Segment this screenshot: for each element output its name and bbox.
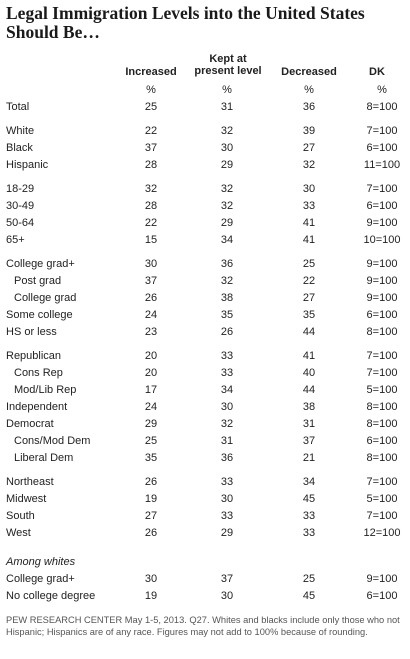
row-value: 32: [302, 159, 316, 171]
row-value: 33: [220, 476, 234, 488]
row-value: 19: [144, 590, 158, 602]
row-value: 30: [144, 573, 158, 585]
row-label: Independent: [6, 401, 68, 413]
row-value: 30: [220, 142, 234, 154]
row-value: 6=100: [366, 309, 398, 321]
row-label: Among whites: [6, 556, 76, 568]
row-value: 28: [144, 159, 158, 171]
row-value: 30: [220, 401, 234, 413]
row-value: 32: [220, 125, 234, 137]
row-value: 23: [144, 326, 158, 338]
row-label: South: [6, 510, 35, 522]
row-value: 30: [302, 183, 316, 195]
row-label: Northeast: [6, 476, 54, 488]
row-value: 7=100: [366, 183, 398, 195]
row-value: 7=100: [366, 125, 398, 137]
row-value: 22: [302, 275, 316, 287]
row-value: 22: [144, 125, 158, 137]
row-label: Some college: [6, 309, 73, 321]
row-value: 31: [302, 418, 316, 430]
row-value: 33: [220, 510, 234, 522]
row-value: 17: [144, 384, 158, 396]
row-value: 8=100: [366, 401, 398, 413]
header-increased: Increased: [125, 66, 177, 78]
row-label: Post grad: [14, 275, 62, 287]
row-label: College grad+: [6, 258, 75, 270]
row-value: 35: [220, 309, 234, 321]
row-value: 36: [220, 258, 234, 270]
row-value: 30: [220, 493, 234, 505]
row-value: 25: [144, 101, 158, 113]
row-label: Cons/Mod Dem: [14, 435, 91, 447]
unit-increased: %: [146, 84, 156, 96]
row-value: 34: [220, 234, 234, 246]
row-value: 38: [220, 292, 234, 304]
row-value: 25: [144, 435, 158, 447]
row-value: 27: [144, 510, 158, 522]
unit-decreased: %: [304, 84, 314, 96]
row-value: 28: [144, 200, 158, 212]
row-value: 20: [144, 367, 158, 379]
row-value: 41: [302, 234, 316, 246]
row-value: 6=100: [366, 590, 398, 602]
row-value: 9=100: [366, 217, 398, 229]
row-value: 29: [220, 527, 234, 539]
row-value: 40: [302, 367, 316, 379]
row-label: Black: [6, 142, 33, 154]
row-label: Mod/Lib Rep: [14, 384, 77, 396]
row-value: 5=100: [366, 384, 398, 396]
row-label: 18-29: [6, 183, 35, 195]
header-kept: Kept at present level: [194, 53, 262, 77]
row-value: 34: [302, 476, 316, 488]
row-value: 36: [302, 101, 316, 113]
row-label: Hispanic: [6, 159, 49, 171]
row-value: 37: [220, 573, 234, 585]
row-value: 29: [144, 418, 158, 430]
row-value: 33: [302, 510, 316, 522]
row-label: College grad+: [6, 573, 75, 585]
row-value: 6=100: [366, 142, 398, 154]
row-value: 36: [220, 452, 234, 464]
row-value: 7=100: [366, 510, 398, 522]
row-value: 41: [302, 350, 316, 362]
row-value: 24: [144, 309, 158, 321]
row-value: 11=100: [363, 159, 401, 171]
row-label: No college degree: [6, 590, 96, 602]
row-value: 31: [220, 435, 234, 447]
row-value: 33: [220, 367, 234, 379]
row-value: 32: [220, 418, 234, 430]
row-value: 38: [302, 401, 316, 413]
row-value: 27: [302, 142, 316, 154]
row-value: 8=100: [366, 418, 398, 430]
row-value: 22: [144, 217, 158, 229]
row-value: 9=100: [366, 258, 398, 270]
row-value: 44: [302, 384, 316, 396]
row-label: Total: [6, 101, 30, 113]
row-value: 37: [302, 435, 316, 447]
row-label: 65+: [6, 234, 25, 246]
row-value: 5=100: [366, 493, 398, 505]
row-value: 33: [302, 200, 316, 212]
row-label: College grad: [14, 292, 77, 304]
source-footnote: PEW RESEARCH CENTER May 1-5, 2013. Q27. Whites and blacks include only those who not Hispanic; Hispanics are of any race. Figures may not add to 100% because of rounding.: [6, 615, 400, 637]
row-value: 25: [302, 573, 316, 585]
row-label: West: [6, 527, 31, 539]
row-label: HS or less: [6, 326, 57, 338]
row-value: 30: [220, 590, 234, 602]
row-value: 10=100: [363, 234, 401, 246]
row-value: 26: [144, 292, 158, 304]
row-value: 34: [220, 384, 234, 396]
row-value: 33: [302, 527, 316, 539]
row-value: 30: [144, 258, 158, 270]
row-value: 33: [220, 350, 234, 362]
row-value: 15: [144, 234, 158, 246]
row-value: 29: [220, 159, 234, 171]
row-value: 7=100: [366, 350, 398, 362]
row-value: 25: [302, 258, 316, 270]
row-value: 8=100: [366, 326, 398, 338]
row-label: 30-49: [6, 200, 35, 212]
header-decreased: Decreased: [281, 66, 337, 78]
row-value: 6=100: [366, 200, 398, 212]
page-title: Legal Immigration Levels into the United States Should Be…: [6, 3, 365, 42]
row-value: 27: [302, 292, 316, 304]
row-label: 50-64: [6, 217, 35, 229]
row-value: 6=100: [366, 435, 398, 447]
row-value: 9=100: [366, 275, 398, 287]
row-value: 9=100: [366, 292, 398, 304]
row-value: 44: [302, 326, 316, 338]
row-value: 26: [144, 527, 158, 539]
row-value: 32: [220, 275, 234, 287]
row-value: 26: [144, 476, 158, 488]
unit-dk: %: [377, 84, 387, 96]
row-value: 21: [302, 452, 316, 464]
row-value: 19: [144, 493, 158, 505]
row-label: Midwest: [6, 493, 47, 505]
row-value: 8=100: [366, 101, 398, 113]
row-value: 7=100: [366, 367, 398, 379]
row-value: 37: [144, 142, 158, 154]
row-value: 8=100: [366, 452, 398, 464]
row-value: 29: [220, 217, 234, 229]
row-label: White: [6, 125, 35, 137]
row-value: 26: [220, 326, 234, 338]
row-value: 45: [302, 590, 316, 602]
row-value: 31: [220, 101, 234, 113]
header-dk: DK: [369, 66, 385, 78]
row-value: 45: [302, 493, 316, 505]
row-value: 7=100: [366, 476, 398, 488]
row-label: Democrat: [6, 418, 54, 430]
row-value: 9=100: [366, 573, 398, 585]
unit-kept: %: [222, 84, 232, 96]
row-label: Republican: [6, 350, 62, 362]
row-value: 24: [144, 401, 158, 413]
row-label: Liberal Dem: [14, 452, 74, 464]
row-value: 35: [302, 309, 316, 321]
row-value: 20: [144, 350, 158, 362]
row-value: 37: [144, 275, 158, 287]
row-value: 32: [144, 183, 158, 195]
row-value: 32: [220, 200, 234, 212]
row-value: 41: [302, 217, 316, 229]
row-label: Cons Rep: [14, 367, 63, 379]
row-value: 32: [220, 183, 234, 195]
row-value: 39: [302, 125, 316, 137]
row-value: 12=100: [363, 527, 401, 539]
row-value: 35: [144, 452, 158, 464]
